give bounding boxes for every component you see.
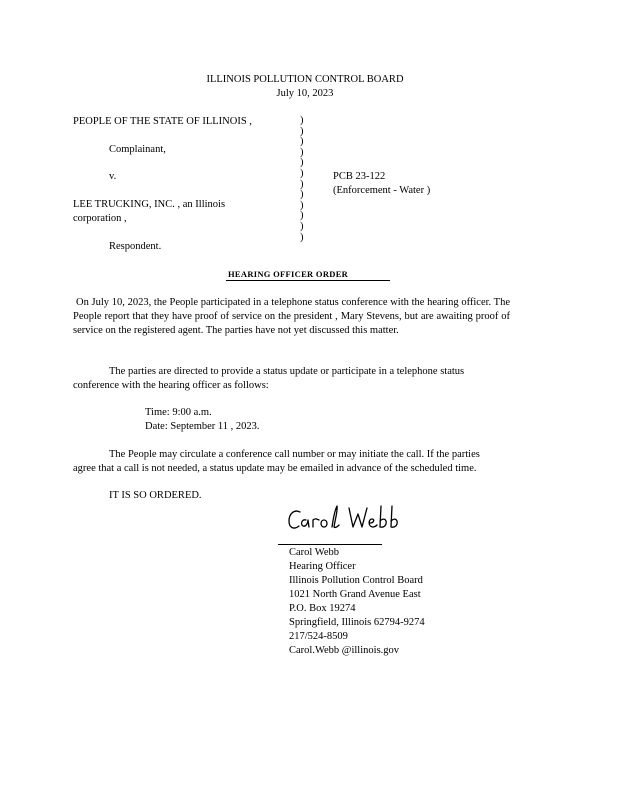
respondent-name-line1: LEE TRUCKING, INC. , an Illinois <box>73 199 226 210</box>
signature-text: Carol Webb <box>286 500 291 501</box>
signature-image <box>286 500 416 540</box>
signer-city: Springfield, Illinois 62794-9274 <box>289 617 425 628</box>
conference-time: Time: 9:00 a.m. <box>145 407 212 418</box>
signer-name: Carol Webb <box>289 547 339 558</box>
agency-name: ILLINOIS POLLUTION CONTROL BOARD <box>206 74 404 85</box>
respondent-name-line2: corporation , <box>73 213 127 224</box>
paragraph-call-line1: The People may circulate a conference call number or may initiate the call. If the parties <box>109 449 480 460</box>
document-title: HEARING OFFICER ORDER <box>228 269 349 279</box>
paragraph-directive-line1: The parties are directed to provide a status update or participate in a telephone status <box>109 366 465 377</box>
paragraph-call-line2: agree that a call is not needed, a status update may be emailed in advance of the scheduled time. <box>73 463 477 474</box>
signer-email: Carol.Webb @illinois.gov <box>289 645 400 656</box>
signer-organization: Illinois Pollution Control Board <box>289 575 423 586</box>
versus: v. <box>109 171 117 182</box>
signature-line <box>278 544 382 545</box>
title-underline <box>226 280 390 281</box>
signer-pobox: P.O. Box 19274 <box>289 603 356 614</box>
closing-statement: IT IS SO ORDERED. <box>109 490 202 501</box>
conference-date: Date: September 11 , 2023. <box>145 421 260 432</box>
paragraph-directive-line2: conference with the hearing officer as follows: <box>73 380 269 391</box>
order-date: July 10, 2023 <box>276 88 334 99</box>
signer-phone: 217/524-8509 <box>289 631 348 642</box>
case-type: (Enforcement - Water ) <box>333 185 431 196</box>
complainant-role: Complainant, <box>109 144 166 155</box>
respondent-role: Respondent. <box>109 241 162 252</box>
paragraph-status: On July 10, 2023, the People participated in a telephone status conference with the hearing officer. The People report that they have proof of service on the president , Mary Stevens, but are awaiting proof of service on the registered agent. The parties have not yet discussed this matter. <box>73 297 510 336</box>
signer-street: 1021 North Grand Avenue East <box>289 589 421 600</box>
caption-parentheses: ) ) ) ) ) ) ) ) ) ) ) ) <box>300 115 304 243</box>
signer-title: Hearing Officer <box>289 561 356 572</box>
case-number: PCB 23-122 <box>333 171 386 182</box>
complainant-name: PEOPLE OF THE STATE OF ILLINOIS , <box>73 116 252 127</box>
